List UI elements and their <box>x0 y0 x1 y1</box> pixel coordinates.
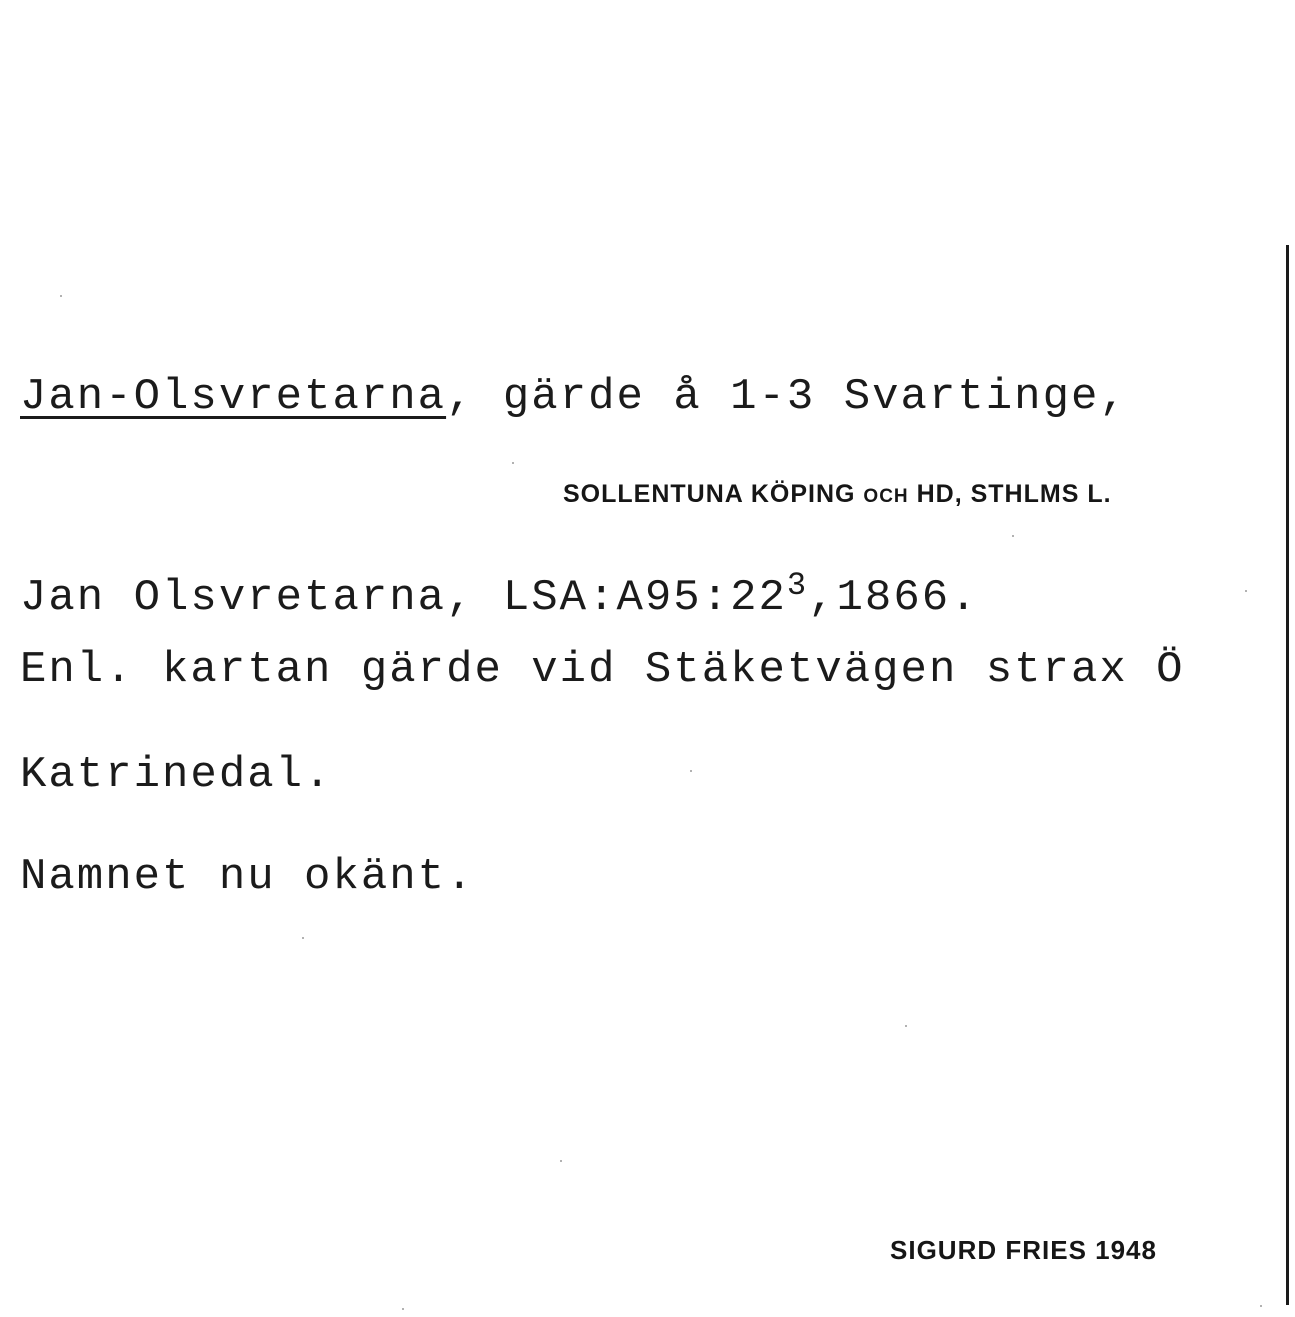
card-edge-line <box>1286 245 1289 1305</box>
paper-speck <box>905 1025 907 1027</box>
location-och: OCH <box>863 486 909 507</box>
paper-speck <box>512 462 514 464</box>
source-superscript: 3 <box>786 567 809 604</box>
paper-speck <box>1245 590 1247 592</box>
signature-stamp: SIGURD FRIES 1948 <box>890 1235 1157 1265</box>
note-line-2: Katrinedal. <box>20 750 333 800</box>
location-part1: SOLLENTUNA KÖPING <box>563 480 864 508</box>
paper-speck <box>60 295 62 297</box>
location-part2: HD, STHLMS L. <box>908 480 1112 508</box>
source-year: ,1866. <box>808 573 979 623</box>
note-line-3: Namnet nu okänt. <box>20 852 475 902</box>
note-line-1: Enl. kartan gärde vid Stäketvägen strax Ö <box>20 645 1185 695</box>
paper-speck <box>1012 535 1014 537</box>
headline-rest: , gärde å 1-3 Svartinge, <box>446 372 1128 422</box>
source-main: Jan Olsvretarna, LSA:A95:22 <box>20 573 787 623</box>
location-stamp <box>563 480 1112 509</box>
paper-speck <box>1260 1305 1262 1307</box>
source-line <box>20 567 979 623</box>
headword: Jan-Olsvretarna <box>20 372 447 422</box>
paper-speck <box>302 937 304 939</box>
paper-speck <box>560 1160 562 1162</box>
paper-speck <box>690 770 692 772</box>
paper-speck <box>402 1308 404 1310</box>
headline <box>20 372 1128 422</box>
